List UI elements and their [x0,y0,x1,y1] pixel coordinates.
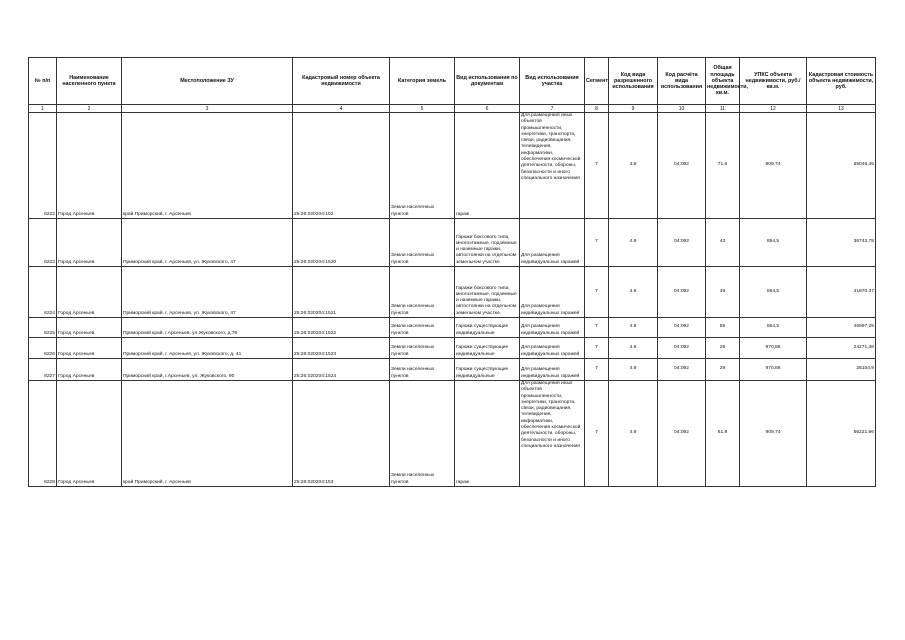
cell-num: 8228 [29,381,57,487]
column-number: 11 [706,105,740,113]
cell-value: 24271,38 [807,338,876,359]
header-num: № п/п [29,58,57,105]
table-row [29,359,876,381]
cell-code-calc: 04:092 [658,318,706,338]
cell-num: 8226 [29,338,57,359]
cell-category: Земли населенных пунктов [390,219,455,267]
cell-use-doc: Гаражи существующие индивидуальные [455,359,520,381]
header-upks: УПКС объекта недвижимости, руб./кв.м. [740,58,807,105]
cell-use-doc: Гаражи боксового типа, многоэтажные, подземные и наземные гаражи, автостоянки на отдельном земельном участке. [455,267,520,318]
cell-cadastral: 25:26:020204:1521 [293,267,390,318]
header-code-use: Код вида разрешенного использования [609,58,658,105]
cell-value: 65046,45 [807,113,876,219]
column-number-row [29,105,876,113]
cell-settlement: Город Арсеньев [57,267,122,318]
cell-upks: 909,74 [740,381,807,487]
cell-segment: 7 [585,267,609,318]
header-segment: Сегмент [585,58,609,105]
cell-code-use: 4.9 [609,359,658,381]
header-row [29,58,876,105]
cell-use-doc: Гаражи существующие индивидуальные [455,338,520,359]
cell-category: Земли населенных пунктов [390,267,455,318]
cell-use-plot: Для размещения индивидуальных гаражей [520,338,585,359]
cell-area: 25 [706,338,740,359]
cell-code-calc: 04:092 [658,338,706,359]
header-settlement: Наименование населенного пункта [57,58,122,105]
table-row [29,113,876,219]
cell-num: 8223 [29,219,57,267]
header-location: Местоположение ЗУ [122,58,293,105]
cell-num: 8225 [29,318,57,338]
header-cadastral: Кадастровый номер объекта недвижимости [293,58,390,105]
cell-category: Земли населенных пунктов [390,381,455,487]
cell-settlement: Город Арсеньев [57,338,122,359]
cell-use-doc: гараж [455,113,520,219]
cell-settlement: Город Арсеньев [57,219,122,267]
cell-value: 36743,78 [807,219,876,267]
column-number: 6 [455,105,520,113]
column-number: 10 [658,105,706,113]
cell-location: Приморский край, г.Арсеньев, ул.Жуковского, д.76 [122,318,293,338]
cadastral-value-sheet [28,57,875,487]
cell-category: Земли населенных пунктов [390,318,455,338]
cell-location: Приморский край, г. Арсеньев, ул. Жуковского, д. 41 [122,338,293,359]
cell-code-calc: 04:092 [658,219,706,267]
table-row [29,338,876,359]
cell-segment: 7 [585,381,609,487]
table-row [29,219,876,267]
cell-segment: 7 [585,318,609,338]
cell-code-calc: 04:092 [658,359,706,381]
header-code-calc: Код расчёта вида использования [658,58,706,105]
cell-upks: 970,86 [740,359,807,381]
cadastral-table [28,57,876,487]
cell-upks: 854,5 [740,318,807,338]
cell-num: 8222 [29,113,57,219]
cell-category: Земли населенных пунктов [390,113,455,219]
cell-use-plot: Для размещения индивидуальных гаражей [520,359,585,381]
header-use-plot: Вид использования участка [520,58,585,105]
table-row [29,318,876,338]
cell-location: Приморский край, г.Арсеньев, ул. Жуковского, 90 [122,359,293,381]
cell-settlement: Город Арсеньев [57,359,122,381]
cell-cadastral: 25:26:020204:1520 [293,219,390,267]
cell-settlement: Город Арсеньев [57,113,122,219]
cell-use-plot: Для размещения индивидуальных гаражей [520,219,585,267]
cell-location: Приморский край, г. Арсеньев, ул. Жуковского, 47 [122,219,293,267]
header-category: Категория земель [390,58,455,105]
cell-value: 28154,9 [807,359,876,381]
cell-cadastral: 25:26:020204:102 [293,113,390,219]
cell-location: край Приморский, г. Арсеньев [122,381,293,487]
cell-code-use: 4.9 [609,318,658,338]
cell-location: край Приморский, г. Арсеньев [122,113,293,219]
cell-use-doc: гараж [455,381,520,487]
cell-upks: 854,5 [740,267,807,318]
cell-segment: 7 [585,359,609,381]
cell-code-use: 4.9 [609,338,658,359]
cell-segment: 7 [585,338,609,359]
cell-area: 29 [706,359,740,381]
column-number: 12 [740,105,807,113]
column-number: 13 [807,105,876,113]
cell-cadastral: 25:26:020204:1522 [293,318,390,338]
cell-use-plot: Для размещения индивидуальных гаражей [520,318,585,338]
cell-area: 55 [706,318,740,338]
cell-category: Земли населенных пунктов [390,338,455,359]
cell-segment: 7 [585,113,609,219]
column-number: 2 [57,105,122,113]
cell-cadastral: 25:26:020204:1523 [293,338,390,359]
cell-value: 46997,25 [807,318,876,338]
cell-area: 49 [706,267,740,318]
table-row [29,267,876,318]
header-value: Кадастровая стоимость объекта недвижимости, руб. [807,58,876,105]
cell-category: Земли населенных пунктов [390,359,455,381]
cell-value: 56221,96 [807,381,876,487]
cell-code-calc: 04:092 [658,113,706,219]
cell-use-plot: Для размещения индивидуальных гаражей [520,267,585,318]
cell-cadastral: 25:26:020204:153 [293,381,390,487]
cell-upks: 854,5 [740,219,807,267]
cell-settlement: Город Арсеньев [57,381,122,487]
cell-area: 71.5 [706,113,740,219]
cell-use-doc: Гаражи существующие индивидуальные [455,318,520,338]
header-use-doc: Вид использования по документам [455,58,520,105]
cell-code-use: 4.9 [609,113,658,219]
cell-value: 41870.37 [807,267,876,318]
cell-code-calc: 04:092 [658,381,706,487]
cell-upks: 970,86 [740,338,807,359]
cell-code-calc: 04:092 [658,267,706,318]
cell-use-plot: Для размещения иных объектов промышленности, энергетики, транспорта, связи, радиовещания, телевидения, информатики, обеспечения космической деятельности, обороны, безопасности и иного специального назначения [520,113,585,219]
cell-upks: 909,74 [740,113,807,219]
cell-settlement: Город Арсеньев [57,318,122,338]
cell-code-use: 4.9 [609,381,658,487]
cell-use-doc: Гаражи боксового типа, многоэтажные, подземные и наземные гаражи, автостоянки на отдельном земельном участке [455,219,520,267]
header-area: Общая площадь объекта недвижимости, кв.м. [706,58,740,105]
column-number: 4 [293,105,390,113]
cell-code-use: 4.9 [609,219,658,267]
column-number: 1 [29,105,57,113]
column-number: 5 [390,105,455,113]
column-number: 8 [585,105,609,113]
column-number: 9 [609,105,658,113]
cell-use-plot: Для размещения иных объектов промышленности, энергетики, транспорта, связи, радиовещания, телевидения, информатики, обеспечения космической деятельности, обороны, безопасности и иного специального назначения [520,381,585,487]
cell-num: 8224 [29,267,57,318]
cell-segment: 7 [585,219,609,267]
cell-code-use: 4.9 [609,267,658,318]
cell-area: 61.8 [706,381,740,487]
column-number: 7 [520,105,585,113]
cell-location: Приморский край, г. Арсеньев, ул. Жуковского, 47 [122,267,293,318]
column-number: 3 [122,105,293,113]
cell-area: 43 [706,219,740,267]
cell-cadastral: 25:26:020204:1524 [293,359,390,381]
table-row [29,381,876,487]
cell-num: 8227 [29,359,57,381]
